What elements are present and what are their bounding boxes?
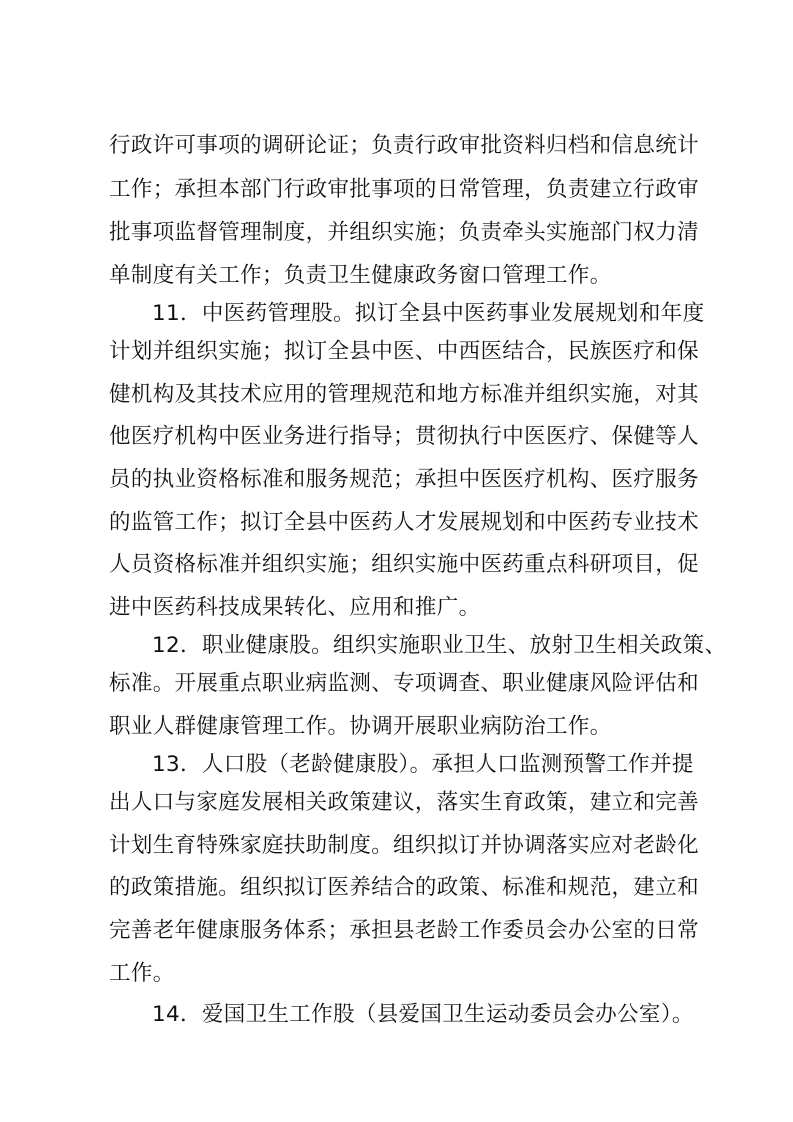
body-text-line: 行政许可事项的调研论证；负责行政审批资料归档和信息统计 [109,133,699,158]
body-text-line: 健机构及其技术应用的管理规范和地方标准并组织实施，对其 [109,382,699,407]
body-text-line: 计划生育特殊家庭扶助制度。组织拟订并协调落实应对老龄化 [109,833,699,858]
body-text-line: 他医疗机构中医业务进行指导；贯彻执行中医医疗、保健等人 [109,424,699,449]
body-text-line: 员的执业资格标准和服务规范；承担中医医疗机构、医疗服务 [109,467,699,492]
body-text-line: 工作；承担本部门行政审批事项的日常管理，负责建立行政审 [109,177,699,202]
body-text-line: 进中医药科技成果转化、应用和推广。 [109,595,481,620]
body-text-line: 单制度有关工作；负责卫生健康政务窗口管理工作。 [109,263,612,288]
body-text-line: 计划并组织实施；拟订全县中医、中西医结合，民族医疗和保 [109,339,699,364]
section-11-first-line: 11．中医药管理股。拟订全县中医药事业发展规划和年度 [152,301,705,326]
body-text-line: 完善老年健康服务体系；承担县老龄工作委员会办公室的日常 [109,918,699,943]
section-14-first-line: 14．爱国卫生工作股（县爱国卫生运动委员会办公室）。 [152,1002,694,1027]
body-text-line: 工作。 [109,961,175,986]
body-text-line: 职业人群健康管理工作。协调开展职业病防治工作。 [109,714,612,739]
body-text-line: 人员资格标准并组织实施；组织实施中医药重点科研项目，促 [109,552,699,577]
section-12-first-line: 12．职业健康股。组织实施职业卫生、放射卫生相关政策、 [152,633,727,658]
body-text-line: 出人口与家庭发展相关政策建议，落实生育政策，建立和完善 [109,790,699,815]
section-13-first-line: 13．人口股（老龄健康股）。承担人口监测预警工作并提 [152,752,694,777]
body-text-line: 的政策措施。组织拟订医养结合的政策、标准和规范，建立和 [109,875,699,900]
body-text-line: 批事项监督管理制度，并组织实施；负责牵头实施部门权力清 [109,220,699,245]
body-text-line: 标准。开展重点职业病监测、专项调查、职业健康风险评估和 [109,671,699,696]
body-text-line: 的监管工作；拟订全县中医药人才发展规划和中医药专业技术 [109,510,699,535]
